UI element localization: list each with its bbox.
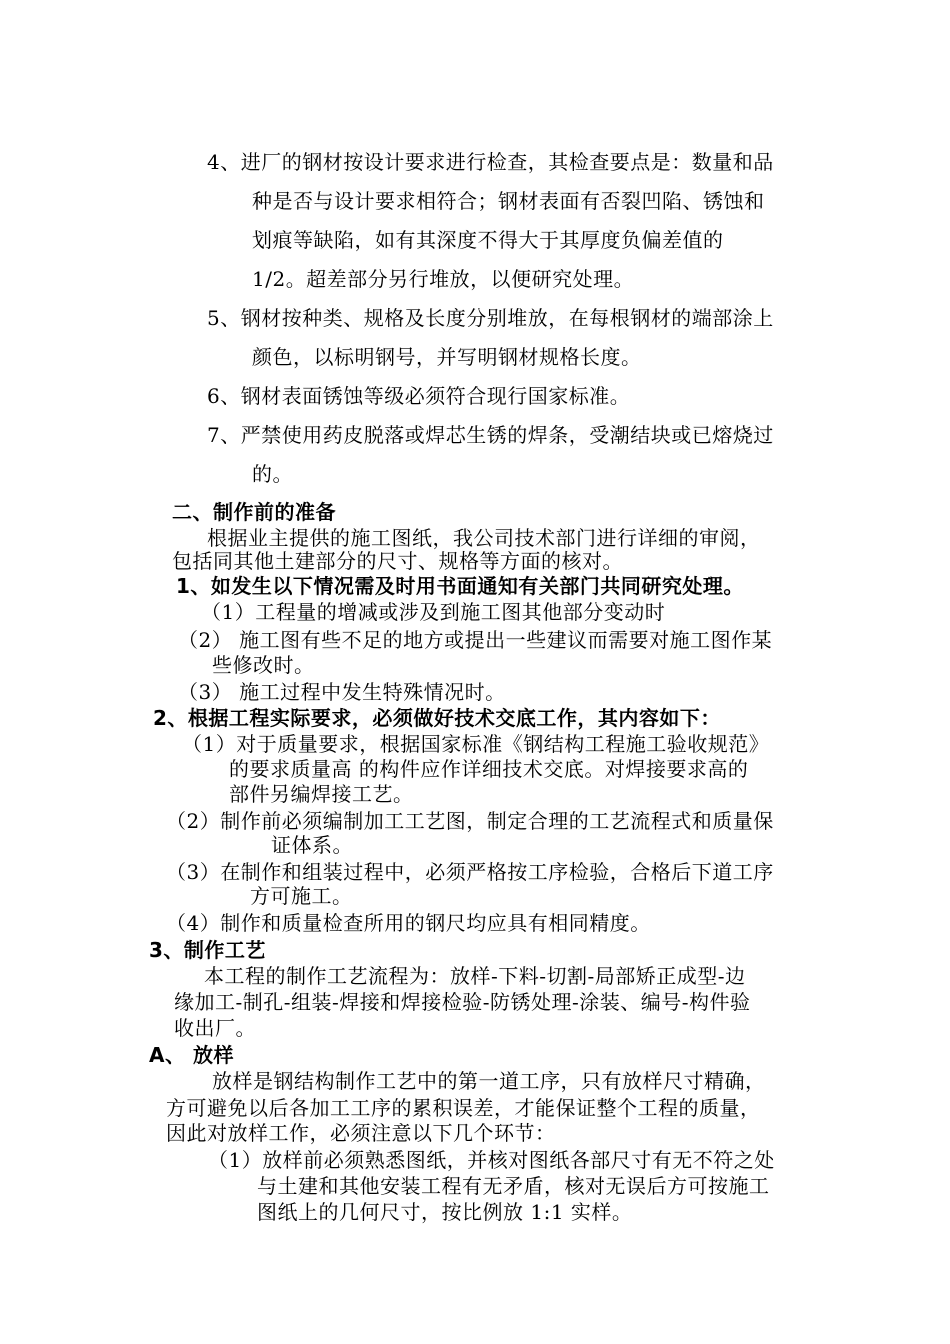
- section-a-item-1-line-2: 与土建和其他安装工程有无矛盾，核对无误后方可按施工: [257, 1174, 770, 1198]
- section-a-item-1-line-3: 图纸上的几何尺寸，按比例放 1:1 实样。: [257, 1200, 633, 1224]
- subsection-2-item-3-line-1: （3）在制作和组装过程中，必须严格按工序检验，合格后下道工序: [166, 860, 774, 884]
- item-4-line-1: 4、进厂的钢材按设计要求进行检查，其检查要点是：数量和品: [207, 150, 774, 174]
- item-4-line-2: 种是否与设计要求相符合；钢材表面有否裂凹陷、锈蚀和: [252, 189, 765, 213]
- subsection-2-item-1-line-1: （1）对于质量要求，根据国家标准《钢结构工程施工验收规范》: [182, 732, 770, 756]
- item-7-line-1: 7、严禁使用药皮脱落或焊芯生锈的焊条，受潮结块或已熔烧过: [207, 423, 774, 447]
- subsection-3-heading: 3、制作工艺: [149, 938, 266, 962]
- subsection-1-item-2-line-2: 些修改时。: [212, 653, 315, 677]
- section-2-heading: 二、制作前的准备: [172, 500, 336, 524]
- subsection-1-item-3: （3） 施工过程中发生特殊情况时。: [178, 680, 506, 704]
- section-a-item-1-line-1: （1）放样前必须熟悉图纸，并核对图纸各部尺寸有无不符之处: [208, 1148, 775, 1172]
- section-a-para-line-2: 方可避免以后各加工工序的累积误差，才能保证整个工程的质量，: [166, 1096, 761, 1120]
- subsection-2-item-2-line-2: 证体系。: [271, 833, 353, 857]
- section-a-para-line-1: 放样是钢结构制作工艺中的第一道工序，只有放样尺寸精确，: [212, 1069, 766, 1093]
- subsection-2-item-3-line-2: 方可施工。: [250, 884, 353, 908]
- item-5-line-2: 颜色，以标明钢号，并写明钢材规格长度。: [252, 345, 642, 369]
- subsection-3-para-line-1: 本工程的制作工艺流程为：放样-下料-切割-局部矫正成型-边: [204, 964, 746, 988]
- subsection-1-item-1: （1）工程量的增减或涉及到施工图其他部分变动时: [201, 600, 666, 624]
- section-2-intro-line-2: 包括同其他土建部分的尺寸、规格等方面的核对。: [172, 549, 623, 573]
- item-4-line-4: 1/2。超差部分另行堆放，以便研究处理。: [252, 267, 635, 291]
- subsection-2-item-1-line-3: 部件另编焊接工艺。: [229, 782, 414, 806]
- section-a-para-line-3: 因此对放样工作，必须注意以下几个环节：: [166, 1121, 556, 1145]
- subsection-2-item-1-line-2: 的要求质量高 的构件应作详细技术交底。对焊接要求高的: [229, 757, 749, 781]
- subsection-1-item-2-line-1: （2） 施工图有些不足的地方或提出一些建议而需要对施工图作某: [178, 628, 773, 652]
- item-5-line-1: 5、钢材按种类、规格及长度分别堆放，在每根钢材的端部涂上: [207, 306, 774, 330]
- subsection-2-heading: 2、根据工程实际要求，必须做好技术交底工作，其内容如下：: [153, 706, 721, 730]
- item-7-line-2: 的。: [252, 462, 293, 486]
- subsection-2-item-4: （4）制作和质量检查所用的钢尺均应具有相同精度。: [166, 911, 651, 935]
- section-a-heading: A、 放样: [149, 1043, 234, 1067]
- subsection-1-heading: 1、如发生以下情况需及时用书面通知有关部门共同研究处理。: [176, 574, 744, 598]
- section-2-intro-line-1: 根据业主提供的施工图纸，我公司技术部门进行详细的审阅，: [207, 526, 761, 550]
- subsection-2-item-2-line-1: （2）制作前必须编制加工工艺图，制定合理的工艺流程式和质量保: [166, 809, 774, 833]
- item-4-line-3: 划痕等缺陷，如有其深度不得大于其厚度负偏差值的: [252, 228, 724, 252]
- subsection-3-para-line-3: 收出厂。: [174, 1016, 256, 1040]
- item-6: 6、钢材表面锈蚀等级必须符合现行国家标准。: [207, 384, 631, 408]
- subsection-3-para-line-2: 缘加工-制孔-组装-焊接和焊接检验-防锈处理-涂装、编号-构件验: [174, 990, 751, 1014]
